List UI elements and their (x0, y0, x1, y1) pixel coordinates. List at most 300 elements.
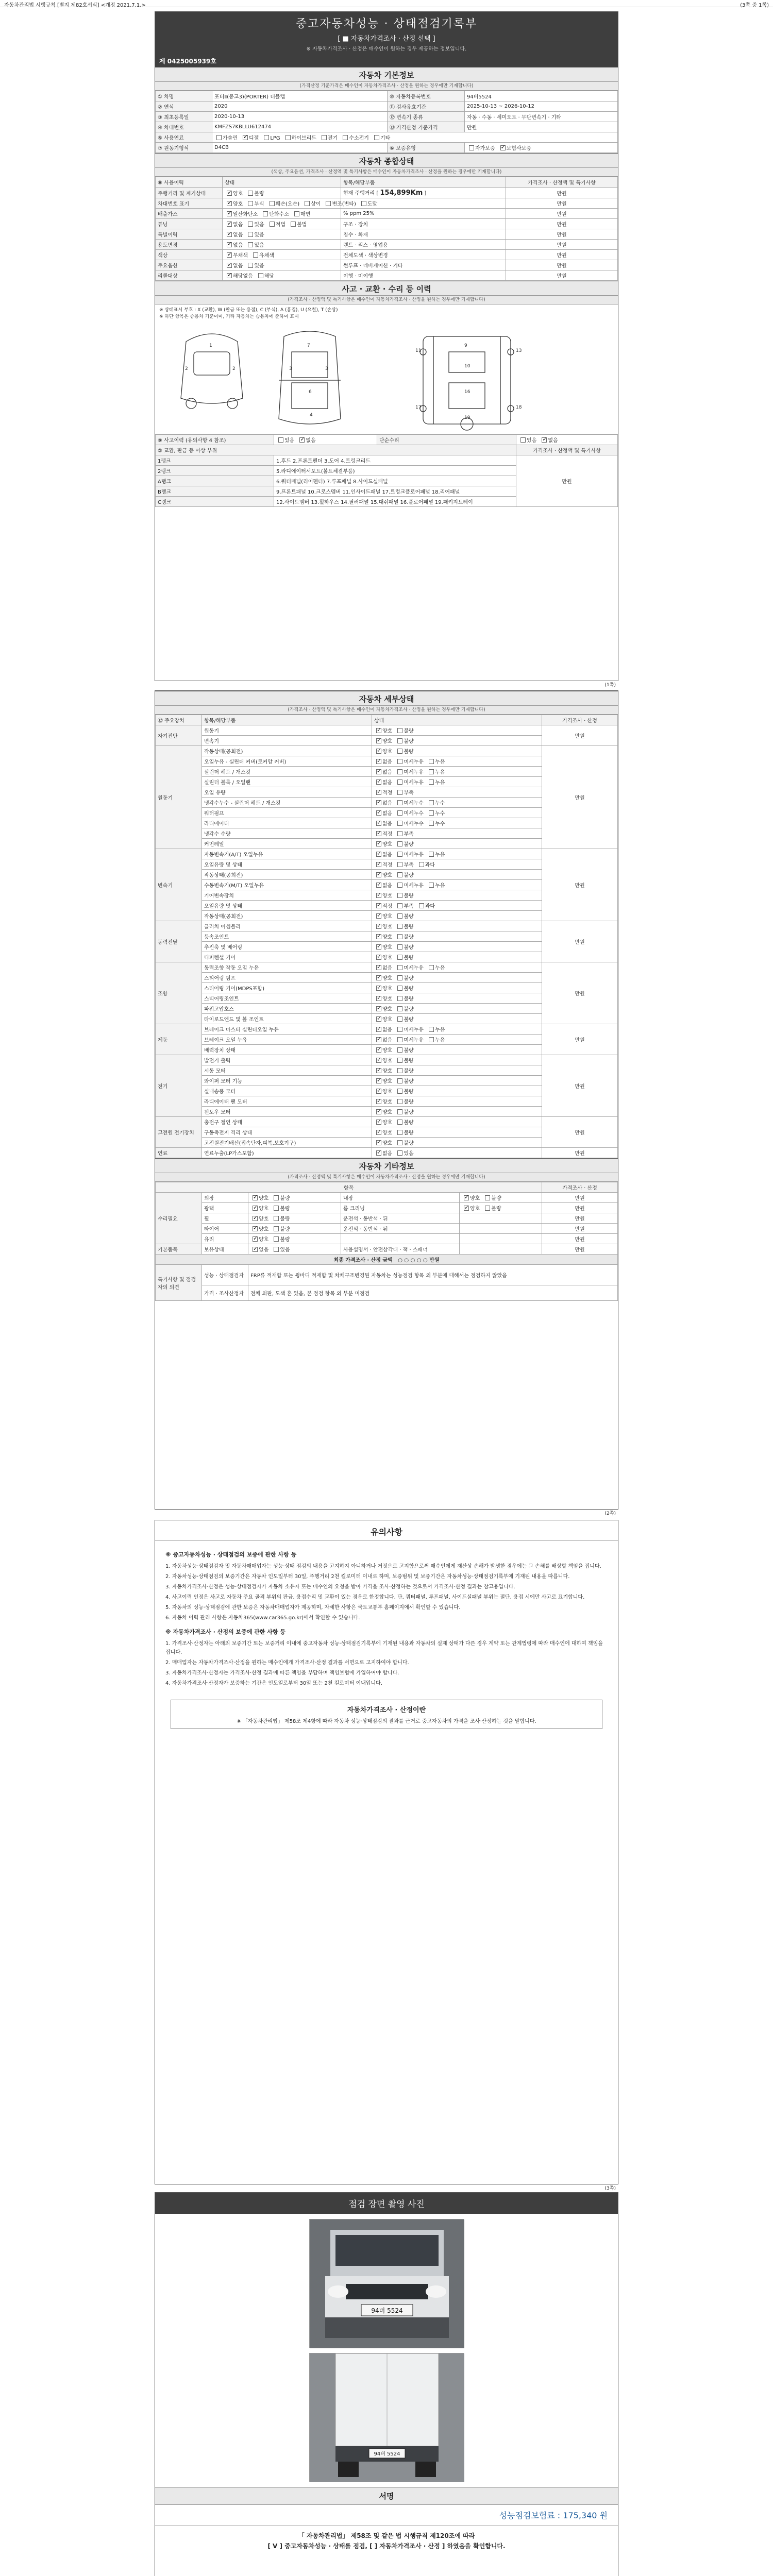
accident-option[interactable] (276, 436, 294, 444)
detail-option[interactable] (374, 799, 392, 806)
checkbox-icon[interactable] (397, 944, 402, 950)
checkbox-icon[interactable] (429, 800, 434, 805)
checkbox-icon[interactable] (376, 852, 381, 857)
detail-option[interactable] (395, 933, 413, 940)
detail-option[interactable] (374, 984, 392, 992)
detail-option[interactable] (374, 778, 392, 786)
detail-option[interactable] (374, 902, 392, 909)
detail-option[interactable] (374, 1015, 392, 1023)
detail-option[interactable] (395, 1108, 413, 1115)
detail-option[interactable] (374, 1025, 392, 1033)
checkbox-icon[interactable] (376, 965, 381, 970)
detail-option[interactable] (395, 902, 413, 909)
checkbox-icon[interactable] (376, 749, 381, 754)
checkbox-icon[interactable] (376, 841, 381, 846)
detail-option[interactable] (374, 1077, 392, 1084)
accident-option[interactable] (297, 436, 315, 444)
checkbox-icon[interactable] (227, 232, 232, 237)
overall-option[interactable] (225, 230, 243, 238)
checkbox-icon[interactable] (419, 903, 424, 908)
checkbox-icon[interactable] (253, 1216, 258, 1221)
detail-option[interactable] (395, 799, 424, 806)
checkbox-icon[interactable] (397, 996, 402, 1001)
detail-option[interactable] (374, 1139, 392, 1146)
checkbox-icon[interactable] (397, 1006, 402, 1011)
detail-option[interactable] (374, 737, 392, 744)
etc-option[interactable] (250, 1245, 268, 1253)
checkbox-icon[interactable] (397, 913, 402, 919)
checkbox-icon[interactable] (376, 893, 381, 898)
etc-option[interactable] (272, 1214, 290, 1222)
detail-option[interactable] (374, 850, 392, 858)
checkbox-icon[interactable] (429, 1027, 434, 1032)
checkbox-icon[interactable] (253, 1206, 258, 1211)
etc-option[interactable] (272, 1194, 290, 1201)
checkbox-icon[interactable] (376, 759, 381, 764)
detail-option[interactable] (395, 974, 413, 981)
overall-option[interactable] (246, 189, 264, 197)
checkbox-icon[interactable] (299, 437, 305, 443)
overall-option[interactable] (225, 261, 243, 269)
repair-option[interactable] (518, 436, 536, 444)
checkbox-icon[interactable] (376, 1130, 381, 1135)
overall-option[interactable] (225, 189, 243, 197)
detail-option[interactable] (395, 984, 413, 992)
checkbox-icon[interactable] (397, 872, 402, 877)
checkbox-icon[interactable] (263, 211, 268, 216)
overall-option[interactable] (225, 272, 253, 279)
detail-option[interactable] (374, 1036, 392, 1043)
checkbox-icon[interactable] (270, 222, 275, 227)
detail-option[interactable] (395, 1087, 413, 1095)
detail-option[interactable] (374, 840, 392, 848)
overall-option[interactable] (289, 220, 307, 228)
detail-option[interactable] (374, 891, 392, 899)
detail-option[interactable] (395, 1036, 424, 1043)
checkbox-icon[interactable] (216, 135, 222, 140)
checkbox-icon[interactable] (429, 779, 434, 785)
checkbox-icon[interactable] (376, 790, 381, 795)
checkbox-icon[interactable] (429, 852, 434, 857)
checkbox-icon[interactable] (248, 222, 253, 227)
checkbox-icon[interactable] (270, 201, 275, 206)
checkbox-icon[interactable] (326, 201, 331, 206)
checkbox-icon[interactable] (397, 831, 402, 836)
checkbox-icon[interactable] (376, 1037, 381, 1042)
checkbox-icon[interactable] (227, 222, 232, 227)
detail-option[interactable] (374, 943, 392, 951)
detail-option[interactable] (395, 963, 424, 971)
checkbox-icon[interactable] (376, 1006, 381, 1011)
etc2-option[interactable] (462, 1194, 480, 1201)
fuel-option[interactable] (341, 133, 369, 141)
detail-option[interactable] (395, 1077, 413, 1084)
checkbox-icon[interactable] (376, 1027, 381, 1032)
detail-option[interactable] (395, 891, 413, 899)
checkbox-icon[interactable] (376, 779, 381, 785)
checkbox-icon[interactable] (397, 800, 402, 805)
detail-option[interactable] (427, 881, 445, 889)
overall-option[interactable] (246, 220, 264, 228)
overall-option[interactable] (256, 272, 274, 279)
detail-option[interactable] (374, 933, 392, 940)
checkbox-icon[interactable] (376, 986, 381, 991)
checkbox-icon[interactable] (464, 1195, 469, 1200)
checkbox-icon[interactable] (397, 1109, 402, 1114)
checkbox-icon[interactable] (397, 965, 402, 970)
checkbox-icon[interactable] (227, 242, 232, 247)
checkbox-icon[interactable] (248, 191, 253, 196)
detail-option[interactable] (374, 912, 392, 920)
etc-option[interactable] (250, 1235, 268, 1243)
detail-option[interactable] (374, 726, 392, 734)
checkbox-icon[interactable] (397, 810, 402, 816)
detail-option[interactable] (374, 757, 392, 765)
checkbox-icon[interactable] (253, 1195, 258, 1200)
checkbox-icon[interactable] (397, 934, 402, 939)
detail-option[interactable] (395, 1025, 424, 1033)
checkbox-icon[interactable] (227, 191, 232, 196)
checkbox-icon[interactable] (485, 1206, 490, 1211)
checkbox-icon[interactable] (227, 273, 232, 278)
checkbox-icon[interactable] (397, 1068, 402, 1073)
detail-option[interactable] (395, 747, 413, 755)
checkbox-icon[interactable] (397, 924, 402, 929)
checkbox-icon[interactable] (376, 1140, 381, 1145)
warranty-option[interactable] (467, 144, 495, 151)
checkbox-icon[interactable] (397, 759, 402, 764)
detail-option[interactable] (374, 1118, 392, 1126)
detail-option[interactable] (427, 768, 445, 775)
overall-option[interactable] (225, 241, 243, 248)
detail-option[interactable] (395, 1005, 413, 1012)
checkbox-icon[interactable] (464, 1206, 469, 1211)
checkbox-icon[interactable] (227, 201, 232, 206)
overall-option[interactable] (324, 199, 356, 207)
checkbox-icon[interactable] (376, 903, 381, 908)
checkbox-icon[interactable] (397, 1047, 402, 1053)
checkbox-icon[interactable] (397, 1037, 402, 1042)
checkbox-icon[interactable] (429, 965, 434, 970)
checkbox-icon[interactable] (274, 1216, 279, 1221)
etc-option[interactable] (250, 1194, 268, 1201)
detail-option[interactable] (395, 860, 413, 868)
etc2-option[interactable] (483, 1204, 501, 1212)
detail-option[interactable] (395, 871, 413, 878)
checkbox-icon[interactable] (419, 862, 424, 867)
checkbox-icon[interactable] (376, 872, 381, 877)
overall-option[interactable] (225, 220, 243, 228)
checkbox-icon[interactable] (376, 1068, 381, 1073)
detail-option[interactable] (395, 1149, 413, 1157)
detail-option[interactable] (417, 902, 435, 909)
overall-option[interactable] (261, 210, 289, 217)
overall-option[interactable] (292, 210, 310, 217)
fuel-option[interactable] (262, 135, 280, 141)
overall-option[interactable] (246, 199, 264, 207)
checkbox-icon[interactable] (429, 769, 434, 774)
detail-option[interactable] (374, 1149, 392, 1157)
detail-option[interactable] (427, 850, 445, 858)
checkbox-icon[interactable] (376, 1089, 381, 1094)
detail-option[interactable] (395, 1056, 413, 1064)
checkbox-icon[interactable] (294, 211, 299, 216)
checkbox-icon[interactable] (397, 852, 402, 857)
detail-option[interactable] (427, 1025, 445, 1033)
checkbox-icon[interactable] (397, 1130, 402, 1135)
detail-option[interactable] (395, 1118, 413, 1126)
checkbox-icon[interactable] (285, 135, 291, 140)
checkbox-icon[interactable] (397, 1120, 402, 1125)
detail-option[interactable] (374, 994, 392, 1002)
checkbox-icon[interactable] (376, 810, 381, 816)
detail-option[interactable] (395, 1015, 413, 1023)
checkbox-icon[interactable] (397, 1140, 402, 1145)
checkbox-icon[interactable] (374, 135, 379, 140)
detail-option[interactable] (427, 799, 445, 806)
etc2-option[interactable] (483, 1194, 501, 1201)
etc-option[interactable] (272, 1225, 290, 1232)
detail-option[interactable] (395, 953, 413, 961)
detail-option[interactable] (374, 881, 392, 889)
etc-option[interactable] (272, 1204, 290, 1212)
detail-option[interactable] (395, 768, 424, 775)
checkbox-icon[interactable] (248, 263, 253, 268)
detail-option[interactable] (395, 840, 413, 848)
detail-option[interactable] (374, 768, 392, 775)
detail-option[interactable] (395, 881, 424, 889)
checkbox-icon[interactable] (376, 1120, 381, 1125)
checkbox-icon[interactable] (253, 1247, 258, 1252)
checkbox-icon[interactable] (397, 790, 402, 795)
checkbox-icon[interactable] (274, 1195, 279, 1200)
fuel-option[interactable] (320, 133, 338, 141)
overall-option[interactable] (246, 261, 264, 269)
checkbox-icon[interactable] (248, 232, 253, 237)
detail-option[interactable] (395, 994, 413, 1002)
checkbox-icon[interactable] (376, 728, 381, 733)
checkbox-icon[interactable] (264, 135, 269, 140)
checkbox-icon[interactable] (361, 201, 366, 206)
checkbox-icon[interactable] (397, 728, 402, 733)
overall-option[interactable] (246, 230, 264, 238)
fuel-option[interactable] (372, 133, 390, 141)
detail-option[interactable] (374, 788, 392, 796)
checkbox-icon[interactable] (376, 944, 381, 950)
fuel-option[interactable] (283, 133, 316, 141)
etc-option[interactable] (250, 1214, 268, 1222)
checkbox-icon[interactable] (376, 831, 381, 836)
detail-option[interactable] (395, 912, 413, 920)
checkbox-icon[interactable] (278, 437, 283, 443)
detail-option[interactable] (417, 860, 435, 868)
checkbox-icon[interactable] (397, 986, 402, 991)
detail-option[interactable] (395, 757, 424, 765)
checkbox-icon[interactable] (376, 934, 381, 939)
checkbox-icon[interactable] (227, 252, 232, 258)
detail-option[interactable] (395, 829, 413, 837)
checkbox-icon[interactable] (274, 1236, 279, 1242)
detail-option[interactable] (395, 819, 424, 827)
overall-option[interactable] (359, 199, 377, 207)
overall-option[interactable] (225, 210, 258, 217)
checkbox-icon[interactable] (376, 821, 381, 826)
checkbox-icon[interactable] (397, 883, 402, 888)
detail-option[interactable] (374, 1056, 392, 1064)
checkbox-icon[interactable] (227, 211, 232, 216)
detail-option[interactable] (395, 850, 424, 858)
detail-option[interactable] (374, 747, 392, 755)
checkbox-icon[interactable] (520, 437, 526, 443)
checkbox-icon[interactable] (397, 1016, 402, 1022)
overall-option[interactable] (225, 251, 248, 259)
etc-option[interactable] (250, 1204, 268, 1212)
checkbox-icon[interactable] (542, 437, 547, 443)
checkbox-icon[interactable] (274, 1206, 279, 1211)
checkbox-icon[interactable] (397, 1058, 402, 1063)
checkbox-icon[interactable] (429, 1037, 434, 1042)
detail-option[interactable] (374, 963, 392, 971)
etc-option[interactable] (272, 1245, 290, 1253)
detail-option[interactable] (395, 778, 424, 786)
overall-option[interactable] (251, 251, 274, 259)
detail-option[interactable] (395, 788, 413, 796)
checkbox-icon[interactable] (274, 1226, 279, 1231)
checkbox-icon[interactable] (291, 222, 296, 227)
checkbox-icon[interactable] (376, 955, 381, 960)
overall-option[interactable] (303, 199, 321, 207)
checkbox-icon[interactable] (397, 821, 402, 826)
checkbox-icon[interactable] (227, 263, 232, 268)
checkbox-icon[interactable] (376, 1099, 381, 1104)
detail-option[interactable] (395, 1139, 413, 1146)
checkbox-icon[interactable] (376, 1109, 381, 1114)
checkbox-icon[interactable] (274, 1247, 279, 1252)
checkbox-icon[interactable] (429, 883, 434, 888)
checkbox-icon[interactable] (322, 135, 327, 140)
detail-option[interactable] (395, 1128, 413, 1136)
checkbox-icon[interactable] (253, 252, 258, 258)
detail-option[interactable] (395, 726, 413, 734)
etc-option[interactable] (250, 1225, 268, 1232)
detail-option[interactable] (374, 1108, 392, 1115)
checkbox-icon[interactable] (376, 1047, 381, 1053)
detail-option[interactable] (374, 953, 392, 961)
detail-option[interactable] (374, 809, 392, 817)
overall-option[interactable] (225, 199, 243, 207)
detail-option[interactable] (395, 1066, 413, 1074)
detail-option[interactable] (395, 809, 424, 817)
checkbox-icon[interactable] (397, 841, 402, 846)
detail-option[interactable] (395, 943, 413, 951)
detail-option[interactable] (374, 819, 392, 827)
checkbox-icon[interactable] (469, 145, 474, 150)
repair-option[interactable] (540, 436, 558, 444)
detail-option[interactable] (374, 922, 392, 930)
checkbox-icon[interactable] (376, 975, 381, 980)
checkbox-icon[interactable] (343, 135, 348, 140)
detail-option[interactable] (374, 1066, 392, 1074)
detail-option[interactable] (374, 1005, 392, 1012)
checkbox-icon[interactable] (397, 862, 402, 867)
checkbox-icon[interactable] (397, 955, 402, 960)
detail-option[interactable] (374, 1128, 392, 1136)
detail-option[interactable] (374, 1097, 392, 1105)
checkbox-icon[interactable] (397, 779, 402, 785)
checkbox-icon[interactable] (305, 201, 310, 206)
etc-option[interactable] (272, 1235, 290, 1243)
detail-option[interactable] (374, 1046, 392, 1054)
checkbox-icon[interactable] (397, 975, 402, 980)
detail-option[interactable] (427, 757, 445, 765)
detail-option[interactable] (374, 1087, 392, 1095)
checkbox-icon[interactable] (376, 769, 381, 774)
detail-option[interactable] (374, 974, 392, 981)
detail-option[interactable] (427, 778, 445, 786)
overall-option[interactable] (267, 199, 299, 207)
checkbox-icon[interactable] (397, 1089, 402, 1094)
checkbox-icon[interactable] (397, 893, 402, 898)
detail-option[interactable] (374, 871, 392, 878)
detail-option[interactable] (427, 1036, 445, 1043)
checkbox-icon[interactable] (376, 1150, 381, 1156)
checkbox-icon[interactable] (248, 242, 253, 247)
checkbox-icon[interactable] (376, 996, 381, 1001)
checkbox-icon[interactable] (397, 1078, 402, 1083)
checkbox-icon[interactable] (429, 810, 434, 816)
checkbox-icon[interactable] (429, 759, 434, 764)
checkbox-icon[interactable] (376, 1058, 381, 1063)
checkbox-icon[interactable] (376, 800, 381, 805)
checkbox-icon[interactable] (397, 769, 402, 774)
fuel-option[interactable] (214, 133, 238, 141)
detail-option[interactable] (395, 922, 413, 930)
checkbox-icon[interactable] (258, 273, 263, 278)
etc2-option[interactable] (462, 1204, 480, 1212)
detail-option[interactable] (427, 809, 445, 817)
checkbox-icon[interactable] (397, 1099, 402, 1104)
checkbox-icon[interactable] (376, 924, 381, 929)
checkbox-icon[interactable] (485, 1195, 490, 1200)
checkbox-icon[interactable] (376, 1016, 381, 1022)
warranty-option[interactable] (498, 144, 531, 151)
checkbox-icon[interactable] (500, 145, 506, 150)
detail-option[interactable] (374, 860, 392, 868)
detail-option[interactable] (374, 829, 392, 837)
overall-option[interactable] (246, 241, 264, 248)
overall-option[interactable] (267, 220, 285, 228)
checkbox-icon[interactable] (397, 903, 402, 908)
checkbox-icon[interactable] (243, 135, 248, 140)
checkbox-icon[interactable] (376, 862, 381, 867)
detail-option[interactable] (395, 1097, 413, 1105)
detail-option[interactable] (427, 819, 445, 827)
checkbox-icon[interactable] (397, 1150, 402, 1156)
checkbox-icon[interactable] (397, 738, 402, 743)
checkbox-icon[interactable] (397, 1027, 402, 1032)
detail-option[interactable] (427, 963, 445, 971)
checkbox-icon[interactable] (376, 913, 381, 919)
checkbox-icon[interactable] (376, 738, 381, 743)
checkbox-icon[interactable] (253, 1226, 258, 1231)
checkbox-icon[interactable] (248, 201, 253, 206)
detail-option[interactable] (395, 737, 413, 744)
checkbox-icon[interactable] (429, 821, 434, 826)
checkbox-icon[interactable] (397, 749, 402, 754)
checkbox-icon[interactable] (253, 1236, 258, 1242)
fuel-option[interactable] (241, 133, 259, 141)
checkbox-icon[interactable] (376, 1078, 381, 1083)
